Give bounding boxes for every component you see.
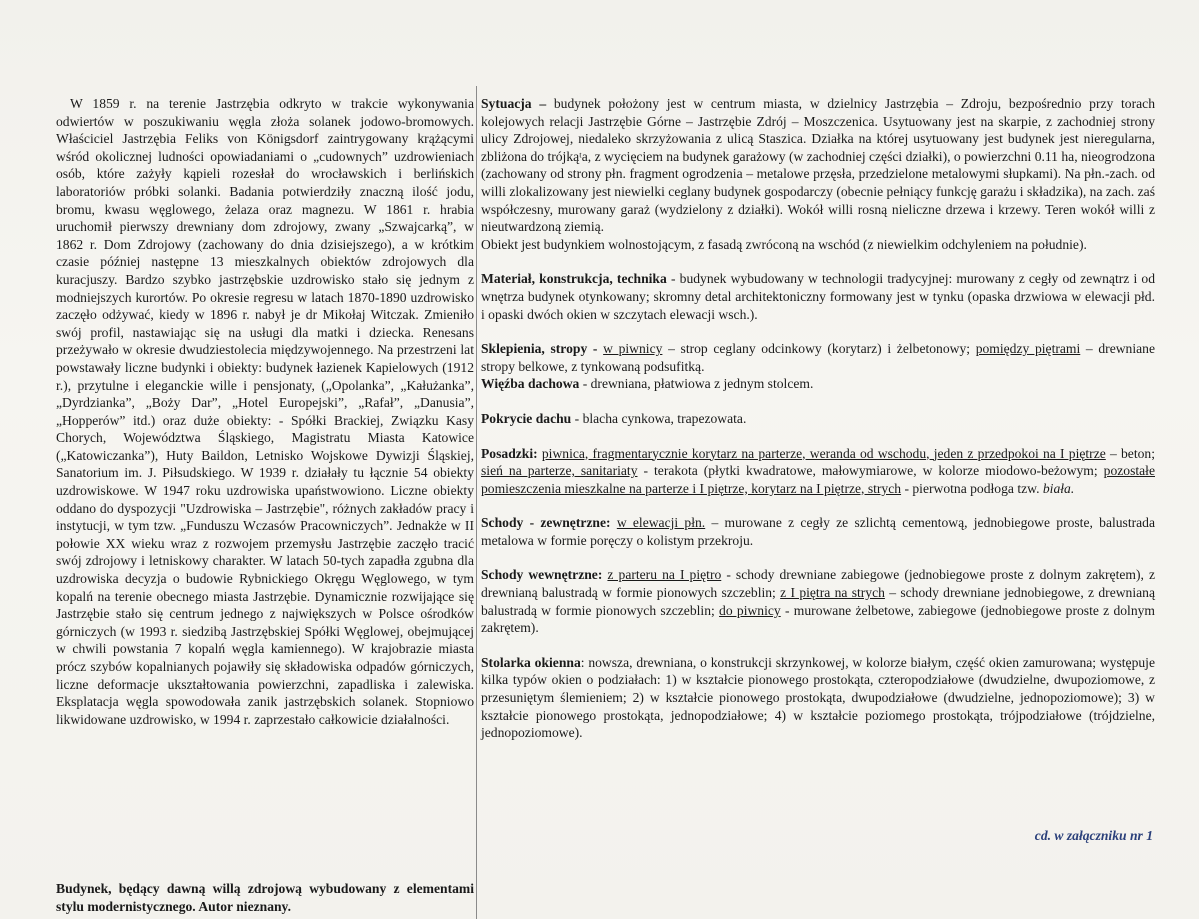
posadzki-italic: biała. <box>1042 480 1075 496</box>
sklepienia-text-2: – drewniane stropy belkowe, z tynkowaną podsufitką. <box>481 341 1155 374</box>
continuation-note: cd. w załączniku nr 1 <box>1034 828 1153 843</box>
section-pokrycie <box>481 410 1155 428</box>
section-schody-zewnetrzne <box>481 514 1155 549</box>
building-description: Budynek, będący dawną willą zdrojową wybudowany z elementami stylu modernistycznego. Autor nieznany. <box>56 881 474 914</box>
schody-wew-label: Schody wewnętrzne: <box>481 567 603 583</box>
section-schody-wewnetrzne <box>481 566 1155 636</box>
sklepienia-term: w piwnicy <box>603 341 663 357</box>
schody-wew-term-2: z I piętra na strych <box>780 585 885 601</box>
posadzki-text-2: - terakota (płytki kwadratowe, małowymiarowe, w kolorze miodowo-beżowym; <box>637 463 1104 479</box>
pokrycie-text: - blacha cynkowa, trapezowata. <box>571 410 747 426</box>
section-material <box>481 270 1155 323</box>
history-paragraph: W 1859 r. na terenie Jastrzębia odkryto w trakcie wykonywania odwiertów w poszukiwaniu węgla złoża solanek jodowo-bromowych. Właściciel Jastrzębia Feliks von Königsdorf zaintrygowany krążącymi wśród okolicznej ludności opowiadaniami o „cudownych” uzdrowieniach osób, które zażyły kąpieli rozesłał do wrocławskich i berlińskich laboratoriów próbki solanki. Badania potwierdziły znaczną ilość jodu, bromu, kwasu węglowego, żelaza oraz magnezu. W 1861 r. hrabia uruchomił pierwszy drewniany dom zdrojowy, zwany „Szwajcarką”, w 1862 r. Dom Zdrojowy (zachowany do dnia dzisiejszego), a w krótkim czasie później następne 13 mieszkalnych obiektów zdrojowych dla kuracjuszy. Bardzo szybko jastrzębskie uzdrowisko stało się jednym z modniejszych kurortów. Po okresie regresu w latach 1870-1890 uzdrowisko zaczęło odżywać, kiedy w 1896 r. nabył je dr Mikołaj Witczak. Zmieniło swój profil, nastawiając się na usługi dla matki i dziecka. Renesans przeżywało w okresie dwudziestolecia międzywojennego. Na przestrzeni lat powstawały liczne budynki i obiekty: budynek łazienek Kapielowych (1912 r.), przytulne i eleganckie wille i pensjonaty, („Opolanka”, „Kałużanka”, „Dyrdzianka”, „Boży Dar”, „Hotel Europejski”, „Rafał”, „Danusia”, „Hopperów” itd.) oraz duże obiekty: - Spółki Brackiej, Związku Kasy Chorych, Województwa Śląskiego, Magistratu Miasta Katowice („Katowiczanka”), Huty Baildon, Letnisko Wojskowe Dywizji Śląskiej, Sanatorium im. J. Piłsudskiego. W 1939 r. działały tu łącznie 54 obiekty uzdrowiskowe. W 1947 roku uzdrowiska upaństwowiono. Liczne obiekty oddano do dyspozycji "Uzdrowiska – Jastrzębie", różnych zakładów pracy i instytucji, w tym tzw. „Funduszu Wczasów Pracowniczych”. Jednakże w II połowie XX wieku wraz z rozwojem przemysłu Jastrzębie zaczęło tracić swój zdrojowy i letniskowy charakter. W latach 50-tych zapadła zgubna dla uzdrowiska decyzja o budowie Rybnickiego Okręgu Węglowego, w tym kopalń na terenie obecnego miasta Jastrzębie. Dynamicznie rozwijające się Jastrzębie stało się centrum jednego z największych w Polsce ośrodków górniczych (w 1993 r. siedzibą Jastrzębskiej Spółki Węglowej, obejmującej w chwili powstania 7 kopalń węgla kamiennego). W krajobrazie miasta prócz szybów kopalnianych pojawiły się składowiska odpadów górniczych, liczne deformacje ukształtowania powierzchni, zapadliska i zalewiska. Eksplatacja węgla spowodowała zanik jastrzębskich solanek. Stopniowo likwidowane uzdrowisko, w 1994 r. zaprzestało całkowicie działalności. <box>56 96 474 727</box>
posadzki-text-3: - pierwotna podłoga tzw. <box>901 480 1043 496</box>
sklepienia-label: Sklepienia, stropy - <box>481 341 598 357</box>
posadzki-label: Posadzki: <box>481 445 538 461</box>
section-stolarka <box>481 654 1155 742</box>
schody-wew-text-3: - murowane żelbetowe, zabiegowe (jednobiegowe proste z dolnym zakrętem). <box>481 602 1155 636</box>
sklepienia-text: – strop ceglany odcinkowy (korytarz) i żelbetonowy; <box>662 341 976 357</box>
posadzki-term-3: pozostałe pomieszczenia mieszkalne na parterze i I piętrze, korytarz na I piętrze, strych <box>481 463 1155 496</box>
description-column <box>481 95 1155 742</box>
schody-wew-text: - schody drewniane zabiegowe (jednobiegowe proste z dolnym zakrętem), z drewnianą balustradą w formie pionowych szczeblin; <box>481 567 1155 601</box>
material-label: Materiał, konstrukcja, technika <box>481 271 667 287</box>
wiezba-label: Więźba dachowa <box>481 376 580 392</box>
stolarka-label: Stolarka okienna <box>481 654 581 670</box>
sklepienia-term-2: pomiędzy piętrami <box>975 341 1081 357</box>
material-text: - budynek wybudowany w technologii tradycyjnej: murowany z cegły od zewnątrz i od wnętrza budynek otynkowany; skromny detal architektoniczny formowany jest w tynku (opaska drzwiowa w elewacji płd. i opaski dwóch okien w szczytach elewacji wsch.). <box>481 271 1155 322</box>
schody-wew-term-3: do piwnicy <box>719 602 781 618</box>
wiezba-text: - drewniana, płatwiowa z jednym stolcem. <box>579 376 814 392</box>
sytuacja-label: Sytuacja – <box>481 96 547 111</box>
history-column <box>56 95 474 728</box>
column-divider <box>476 86 477 919</box>
schody-zew-text: – murowane z cegły ze szlichtą cementową, jednobiegowe proste, balustrada metalowa w formie poręczy o kolistym przekroju. <box>481 515 1156 548</box>
schody-zew-label: Schody - zewnętrzne: <box>481 515 611 531</box>
sytuacja-text: budynek położony jest w centrum miasta, w dzielnicy Jastrzębia – Zdroju, bezpośrednio przy torach kolejowych relacji Jastrzębie Górne – Jastrzębie Zdrój – Moszczenica. Usytuowany jest na skarpie, z zachodniej strony ulicy Zdrojowej, niedaleko skrzyżowania z ulicą Staszica. Działka na której usytuowany jest budynek jest nieregularna, zbliżona do trójkąᵗa, z wycięciem na budynek garażowy (w zachodniej części działki), o powierzchni 0.11 ha, nieogrodzona (zachowany od strony płn. fragment ogrodzenia – metalowe przęsła, przedzielone metalowymi słupkami). Na płn.-zach. od willi zlokalizowany jest niewielki ceglany budynek gospodarczy (obecnie pełniący funkcję garażu i składzika), na zach. zaś współczesny, murowany garaż (wydzielony z działki). Wokół willi rosną nieliczne drzewa i krzewy. Teren wokół willi z nieutwardzoną ziemią. <box>481 96 1155 235</box>
section-wiezba <box>481 375 1155 393</box>
schody-zew-term: w elewacji płn. <box>616 515 706 531</box>
posadzki-term-2: sień na parterze, sanitariaty <box>481 463 638 479</box>
stolarka-text: : nowsza, drewniana, o konstrukcji skrzynkowej, w kolorze białym, część okien zamurowana; występuje kilka typów okien o podziałach: 1) w kształcie pionowego prostokąta, czteropodziałowe (dwudzielne, dwupoziomowe, z przesuniętym ślemieniem; 2) w kształcie pionowego prostokąta, dwupodziałowe (dwudzielne, jednopoziomowe); 3) w kształcie pionowego prostokąta, jednopodziałowe; 4) w kształcie poziomego prostokąta, trójpodziałowe (trójdzielne, jednopoziomowe). <box>481 654 1155 741</box>
section-sytuacja <box>481 95 1155 236</box>
posadzki-text: – beton; <box>1105 445 1155 461</box>
sytuacja-orientation: Obiekt jest budynkiem wolnostojącym, z fasadą zwróconą na wschód (z niewielkim odchyleniem na południe). <box>481 236 1087 252</box>
section-sklepienia <box>481 340 1155 375</box>
schody-wew-text-2: – schody drewniane jednobiegowe, z drewnianą balustradą w formie pionowych szczeblin; <box>481 585 1155 618</box>
pokrycie-label: Pokrycie dachu <box>481 410 572 426</box>
section-posadzki <box>481 445 1155 498</box>
schody-wew-term: z parteru na I piętro <box>607 567 722 583</box>
posadzki-term: piwnica, fragmentarycznie korytarz na parterze, weranda od wschodu, jeden z przedpokoi na I piętrze <box>541 445 1106 461</box>
